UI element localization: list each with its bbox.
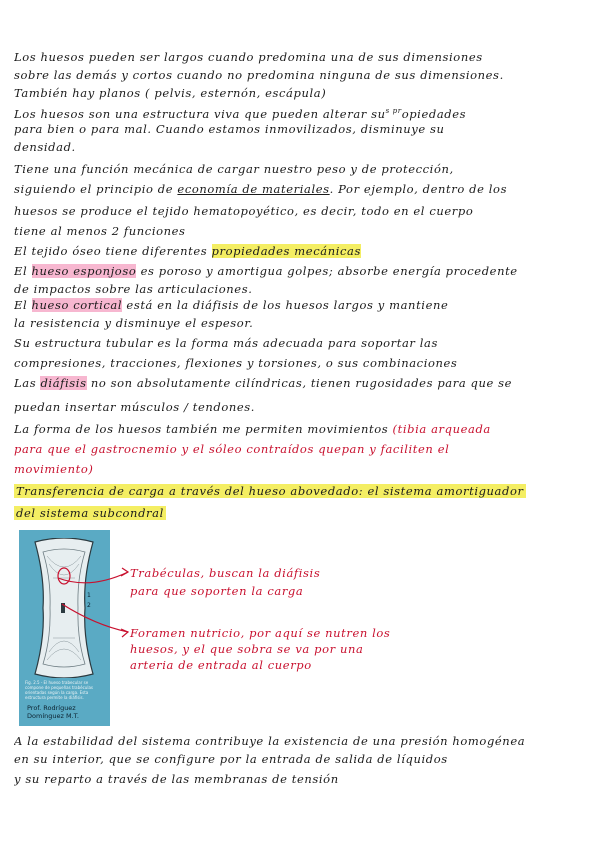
note-line: [14, 506, 588, 520]
note-line: [14, 376, 588, 390]
arrowhead-icon: [121, 629, 128, 637]
text: opiedades: [401, 106, 467, 121]
arrowhead-icon: [121, 568, 128, 576]
text: Las: [14, 376, 41, 390]
note-line: de impactos sobre las articulaciones.: [14, 282, 253, 296]
note-line: [14, 182, 588, 196]
annotation-line: Foramen nutricio, por aquí se nutren los: [130, 626, 391, 640]
note-line: densidad.: [14, 140, 76, 154]
text: Los huesos son una estructura viva que pueden alterar su: [14, 106, 386, 121]
note-line: tiene al menos 2 funciones: [14, 224, 186, 238]
note-line: movimiento): [14, 462, 94, 476]
note-line: sobre las demás y cortos cuando no predomina ninguna de sus dimensiones.: [14, 68, 504, 82]
note-line: huesos se produce el tejido hematopoyético, es decir, todo en el cuerpo: [14, 204, 474, 218]
text: La forma de los huesos también me permiten movimientos: [14, 422, 393, 436]
note-line: [14, 422, 588, 436]
note-line: para bien o para mal. Cuando estamos inmovilizados, disminuye su: [14, 122, 445, 136]
note-line: [14, 244, 588, 258]
text: está en la diáfisis de los huesos largos y mantiene: [122, 298, 449, 312]
bone-figure: [19, 530, 110, 726]
note-line: A la estabilidad del sistema contribuye la existencia de una presión homogénea: [14, 734, 526, 748]
annotation-line: arteria de entrada al cuerpo: [130, 658, 312, 672]
text: . Por ejemplo, dentro de los: [329, 182, 508, 196]
note-line: Su estructura tubular es la forma más adecuada para soportar las: [14, 336, 438, 350]
figure-label-2: 2: [87, 602, 91, 609]
annotation-line: para que soporten la carga: [130, 584, 304, 598]
highlighted-term: hueso esponjoso: [31, 264, 137, 278]
note-line: Tiene una función mecánica de cargar nuestro peso y de protección,: [14, 162, 454, 176]
note-line: [14, 298, 588, 312]
note-line: [14, 484, 588, 498]
note-line: [14, 104, 588, 121]
note-line: y su reparto a través de las membranas de tensión: [14, 772, 339, 786]
highlighted-heading: Transferencia de carga a través del hueso abovedado: el sistema amortiguador: [16, 484, 524, 498]
highlighted-term: hueso cortical: [31, 298, 123, 312]
red-note: (tibia arqueada: [392, 422, 491, 436]
text: El tejido óseo tiene diferentes: [14, 244, 212, 258]
note-line: compresiones, tracciones, flexiones y torsiones, o sus combinaciones: [14, 356, 458, 370]
figure-label-1: 1: [87, 592, 91, 599]
text: El: [14, 298, 32, 312]
figure-caption: Fig. 2.5 - El hueso trabecular se compone de pequeñas trabéculas orientadas según la carga. Esta estructura permite la diáfisis.: [25, 680, 93, 700]
text: no son absolutamente cilíndricas, tienen rugosidades para que se: [86, 376, 513, 390]
underlined-term: economía de materiales: [177, 182, 330, 196]
note-line: Los huesos pueden ser largos cuando predomina una de sus dimensiones: [14, 50, 483, 64]
note-line: [14, 264, 588, 278]
text: El: [14, 264, 32, 278]
superscript: s pr: [385, 107, 402, 115]
note-line: para que el gastrocnemio y el sóleo contraídos quepan y faciliten el: [14, 442, 450, 456]
text: es poroso y amortigua golpes; absorbe energía procedente: [136, 264, 518, 278]
text: siguiendo el principio de: [14, 182, 178, 196]
figure-credit: Prof. Rodríguez Domínguez M.T.: [27, 704, 79, 720]
note-line: en su interior, que se configure por la entrada de salida de líquidos: [14, 752, 448, 766]
note-line: puedan insertar músculos / tendones.: [14, 400, 256, 414]
highlighted-term: propiedades mecánicas: [211, 244, 361, 258]
note-line: También hay planos ( pelvis, esternón, escápula): [14, 86, 327, 100]
annotation-line: Trabéculas, buscan la diáfisis: [130, 566, 321, 580]
highlighted-heading: del sistema subcondral: [16, 506, 164, 520]
annotation-line: huesos, y el que sobra se va por una: [130, 642, 364, 656]
note-line: la resistencia y disminuye el espesor.: [14, 316, 254, 330]
highlighted-term: diáfisis: [40, 376, 87, 390]
